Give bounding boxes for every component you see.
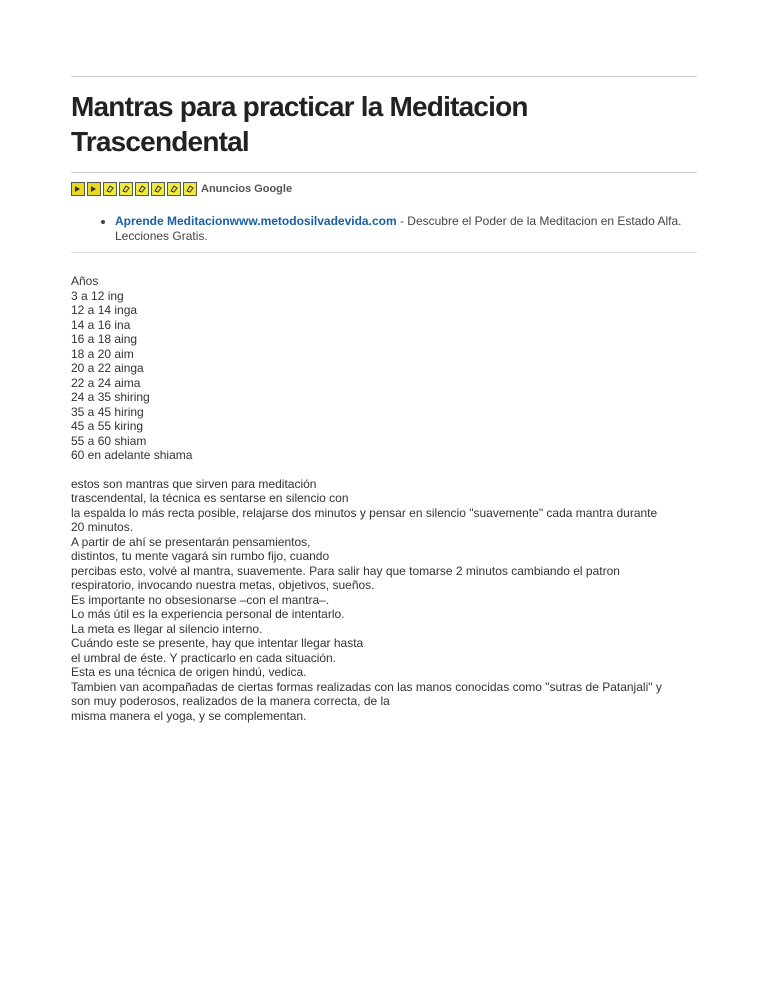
article-body xyxy=(71,274,697,723)
list-item: 18 a 20 aim xyxy=(71,346,134,361)
body-line: 20 minutos. xyxy=(71,520,134,534)
page-title: Mantras para practicar la Meditacion Trascendental xyxy=(71,91,528,157)
list-item: 60 en adelante shiama xyxy=(71,448,193,462)
list-header: Años xyxy=(71,274,99,288)
ad-item xyxy=(115,214,697,243)
list-item: 24 a 35 shiring xyxy=(71,390,150,404)
ad-arrow-right-icon[interactable] xyxy=(87,182,101,196)
body-line: la espalda lo más recta posible, relajarse dos minutos y pensar en silencio "suavemente" cada mantra durante xyxy=(71,505,658,520)
body-line: percibas esto, volvé al mantra, suavemente. Para salir hay que tomarse 2 minutos cambiando el patron xyxy=(71,563,620,578)
ad-feedback-icon[interactable] xyxy=(183,182,197,196)
body-line: respiratorio, invocando nuestra metas, objetivos, sueños. xyxy=(71,578,375,592)
list-item: 45 a 55 kiring xyxy=(71,419,144,433)
paragraph-gap xyxy=(71,463,697,477)
ads-divider xyxy=(71,252,697,253)
title-divider xyxy=(71,172,697,173)
body-line: distintos, tu mente vagará sin rumbo fijo, cuando xyxy=(71,549,330,563)
ads-label[interactable]: Anuncios Google xyxy=(201,183,293,195)
body-line: Tambien van acompañadas de ciertas formas realizadas con las manos conocidas como "sutras de Patanjali" y xyxy=(71,679,662,694)
body-line: estos son mantras que sirven para meditación xyxy=(71,476,317,491)
body-line: Esta es una técnica de origen hindú, vedica. xyxy=(71,665,307,679)
top-divider xyxy=(71,76,697,77)
body-line: son muy poderosos, realizados de la manera correcta, de la xyxy=(71,694,390,708)
ad-arrow-left-icon[interactable] xyxy=(71,182,85,196)
list-item: 3 a 12 ing xyxy=(71,288,124,303)
list-item: 55 a 60 shiam xyxy=(71,433,147,448)
body-line: Lo más útil es la experiencia personal de intentarlo. xyxy=(71,607,345,621)
ad-link[interactable]: Aprende Meditacionwww.metodosilvadevida.com xyxy=(115,214,397,228)
ad-feedback-icon[interactable] xyxy=(119,182,133,196)
list-item: 22 a 24 aima xyxy=(71,375,141,390)
ad-feedback-icon[interactable] xyxy=(167,182,181,196)
ads-bar xyxy=(71,181,697,197)
ad-feedback-icon[interactable] xyxy=(151,182,165,196)
list-item: 12 a 14 inga xyxy=(71,303,138,317)
ad-feedback-icon[interactable] xyxy=(135,182,149,196)
list-item: 20 a 22 ainga xyxy=(71,361,144,375)
body-line: A partir de ahí se presentarán pensamientos, xyxy=(71,534,311,549)
body-line: trascendental, la técnica es sentarse en silencio con xyxy=(71,491,349,505)
list-item: 35 a 45 hiring xyxy=(71,404,144,419)
body-line: Cuándo este se presente, hay que intentar llegar hasta xyxy=(71,636,364,650)
ad-description: - Descubre el Poder de la Meditacion en Estado Alfa. Lecciones Gratis. xyxy=(115,214,682,243)
body-line: Es importante no obsesionarse –con el mantra–. xyxy=(71,592,330,607)
body-line: el umbral de éste. Y practicarlo en cada situación. xyxy=(71,650,337,665)
body-line: misma manera el yoga, y se complementan. xyxy=(71,708,307,723)
list-item: 16 a 18 aing xyxy=(71,332,138,346)
body-line: La meta es llegar al silencio interno. xyxy=(71,621,263,636)
list-item: 14 a 16 ina xyxy=(71,317,131,332)
article xyxy=(71,0,697,723)
ad-list xyxy=(71,214,697,243)
ad-feedback-icon[interactable] xyxy=(103,182,117,196)
